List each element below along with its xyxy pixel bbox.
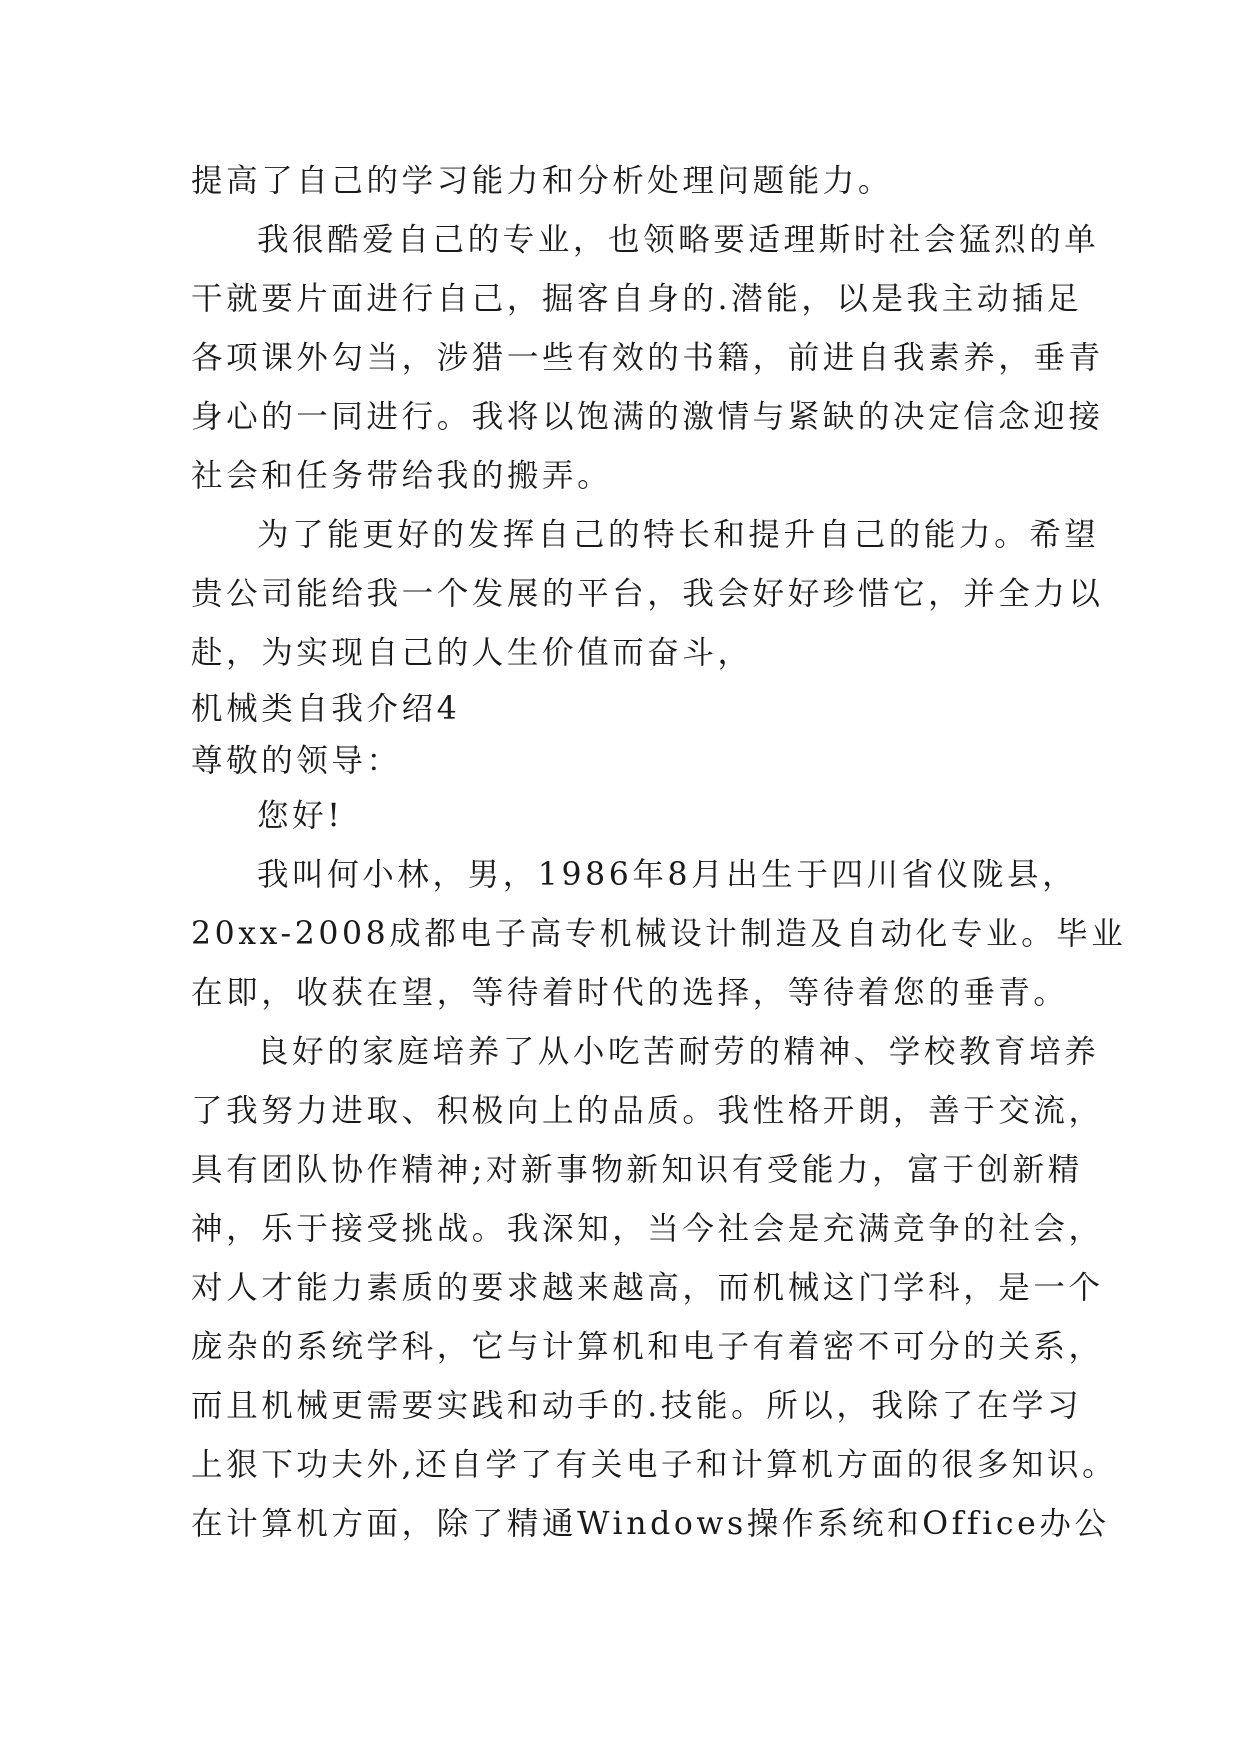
text-line: 上狠下功夫外,还自学了有关电子和计算机方面的很多知识。 — [191, 1447, 1118, 1483]
text-line: 神，乐于接受挑战。我深知，当今社会是充满竞争的社会， — [191, 1211, 1104, 1247]
text-line: 了我努力进取、积极向上的品质。我性格开朗，善于交流， — [191, 1093, 1104, 1129]
text-line: 贵公司能给我一个发展的平台，我会好好珍惜它，并全力以 — [191, 576, 1104, 612]
text-line: 20xx-2008成都电子高专机械设计制造及自动化专业。毕业 — [191, 916, 1127, 952]
document-page — [191, 152, 1127, 1554]
text-line: 各项课外勾当，涉猎一些有效的书籍，前进自我素养，垂青 — [191, 340, 1104, 376]
text-line: 具有团队协作精神;对新事物新知识有受能力，富于创新精 — [191, 1152, 1083, 1188]
salutation: 尊敬的领导： — [191, 743, 402, 779]
text-line: 社会和任务带给我的搬弄。 — [191, 458, 613, 494]
text-line: 良好的家庭培养了从小吃苦耐劳的精神、学校教育培养 — [257, 1034, 1100, 1070]
text-line: 在即，收获在望，等待着时代的选择，等待着您的垂青。 — [191, 975, 1069, 1011]
greeting: 您好! — [257, 798, 344, 834]
text-line: 在计算机方面，除了精通Windows操作系统和Office办公 — [191, 1506, 1110, 1542]
text-line: 我叫何小林，男，1986年8月出生于四川省仪陇县， — [257, 857, 1078, 893]
text-line: 而且机械更需要实践和动手的.技能。所以，我除了在学习 — [191, 1388, 1083, 1424]
text-line: 赴，为实现自己的人生价值而奋斗， — [191, 635, 753, 671]
text-line: 对人才能力素质的要求越来越高，而机械这门学科，是一个 — [191, 1270, 1104, 1306]
text-line: 庞杂的系统学科，它与计算机和电子有着密不可分的关系， — [191, 1329, 1104, 1365]
text-line: 提高了自己的学习能力和分析处理问题能力。 — [191, 163, 894, 199]
text-line: 为了能更好的发挥自己的特长和提升自己的能力。希望 — [257, 517, 1100, 553]
text-line: 干就要片面进行自己，掘客自身的.潜能，以是我主动插足 — [191, 281, 1083, 317]
text-line: 我很酷爱自己的专业，也领略要适理斯时社会猛烈的单 — [257, 222, 1100, 258]
section-heading: 机械类自我介绍4 — [191, 691, 461, 727]
text-line: 身心的一同进行。我将以饱满的激情与紧缺的决定信念迎接 — [191, 399, 1104, 435]
